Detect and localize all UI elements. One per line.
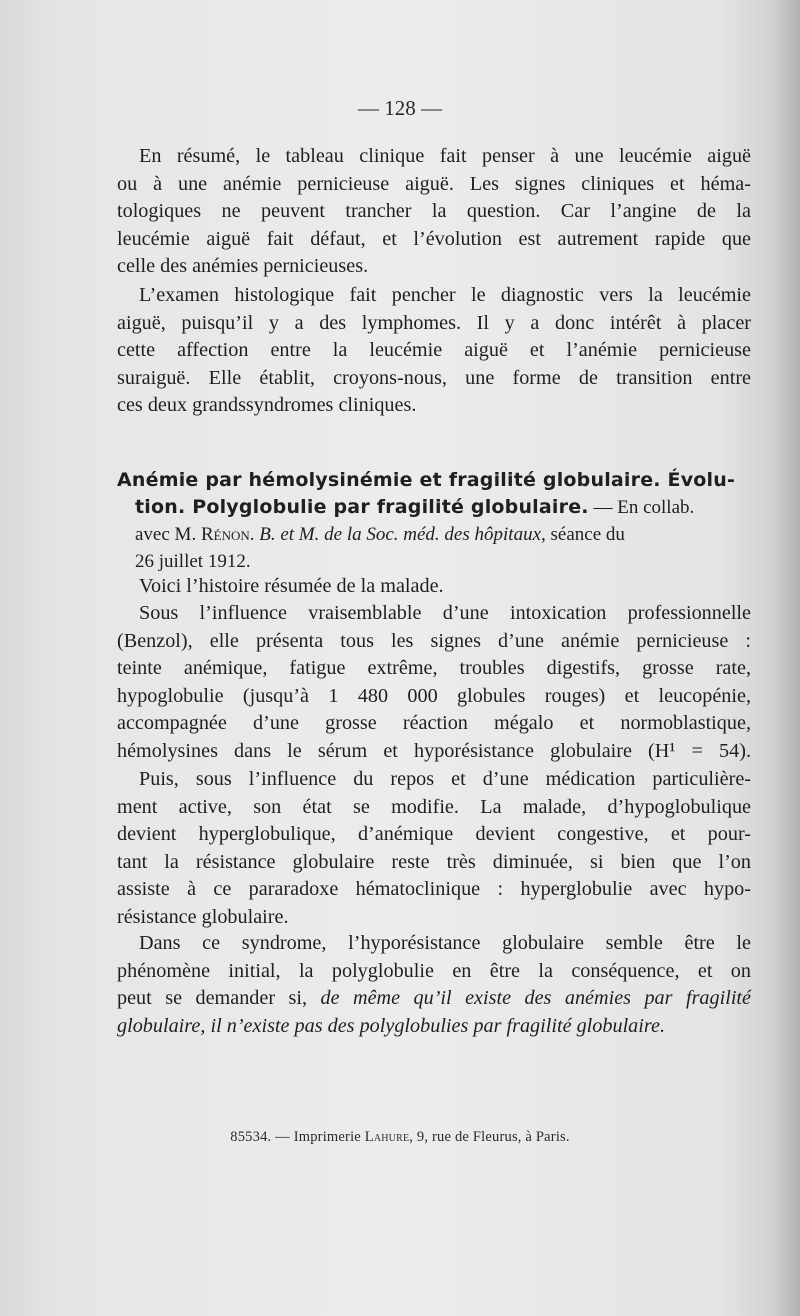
- text-line: phénomène initial, la polyglobulie en être la conséquence, et on: [117, 959, 751, 982]
- paragraph-history: [117, 600, 751, 766]
- text-line: suraiguë. Elle établit, croyons-nous, une forme de transition entre: [117, 366, 751, 389]
- text-line: Puis, sous l’influence du repos et d’une médication particulière-: [139, 768, 751, 790]
- text-line: globulaire, il n’existe pas des polyglobulies par fragilité globulaire.: [117, 1014, 665, 1037]
- paragraph-histology: [117, 282, 751, 420]
- paragraph-conclusion: [117, 930, 751, 1040]
- text-line: devient hyperglobulique, d’anémique devient congestive, et pour-: [117, 823, 751, 846]
- paragraph-summary: [117, 143, 751, 281]
- heading-text: séance du: [545, 524, 625, 545]
- text-line: L’examen histologique fait pencher le diagnostic vers la leucémie: [139, 284, 751, 306]
- paragraph-evolution: [117, 766, 751, 932]
- section-heading: [117, 467, 753, 575]
- text-line: En résumé, le tableau clinique fait penser à une leucémie aiguë: [139, 145, 751, 167]
- text-line: [117, 985, 751, 1013]
- text-line: aiguë, puisqu’il y a des lymphomes. Il y a donc intérêt à placer: [117, 311, 751, 334]
- heading-text: avec M.: [135, 524, 201, 545]
- text-line: résistance globulaire.: [117, 905, 289, 928]
- italic-span: de même qu’il existe des anémies par fragilité: [320, 987, 752, 1010]
- text-line: ces deux grandssyndromes cliniques.: [117, 394, 417, 417]
- text-line: celle des anémies pernicieuses.: [117, 255, 369, 278]
- page-edge-shadow: [772, 0, 800, 1316]
- text-line: ment active, son état se modifie. La malade, d’hypoglobulique: [117, 795, 751, 818]
- heading-title: Anémie par hémolysinémie et fragilité globulaire. Évolu-: [117, 469, 736, 491]
- text-line: teinte anémique, fatigue extrême, troubles digestifs, grosse rate,: [117, 657, 751, 680]
- text-line: Voici l’histoire résumée de la malade.: [139, 575, 444, 597]
- text-span: peut se demander si,: [117, 987, 321, 1010]
- page-number: — 128 —: [358, 96, 442, 120]
- text-line: assiste à ce pararadoxe hématoclinique : hyperglobulie avec hypo-: [117, 878, 751, 901]
- text-line: cette affection entre la leucémie aiguë et l’anémie pernicieuse: [117, 339, 751, 362]
- heading-title-cont: tion. Polyglobulie par fragilité globulaire.: [135, 496, 589, 518]
- author-name: Rénon: [200, 524, 250, 545]
- heading-collab: — En collab.: [588, 497, 695, 518]
- text-line: Sous l’influence vraisemblable d’une intoxication professionnelle: [139, 602, 751, 624]
- imprint-text: — Imprimerie: [271, 1129, 365, 1145]
- text-line: leucémie aiguë fait défaut, et l’évolution est autrement rapide que: [117, 227, 751, 250]
- text-line: tant la résistance globulaire reste très diminuée, si bien que l’on: [117, 850, 751, 873]
- text-line: hypoglobulie (jusqu’à 1 480 000 globules rouges) et leucopénie,: [117, 684, 751, 707]
- heading-line: [117, 494, 753, 521]
- text-line: (Benzol), elle présenta tous les signes d’une anémie pernicieuse :: [117, 629, 751, 652]
- text-line: accompagnée d’une grosse réaction mégalo et normoblastique,: [117, 712, 751, 735]
- heading-date: 26 juillet 1912.: [135, 551, 251, 572]
- text-line: hémolysines dans le sérum et hyporésistance globulaire (H¹ = 54).: [117, 739, 751, 762]
- journal-ref: B. et M. de la Soc. méd. des hôpitaux,: [259, 524, 546, 545]
- imprint-text: , 9, rue de Fleurus, à Paris.: [409, 1129, 570, 1145]
- printer-name: Lahure: [364, 1129, 410, 1145]
- paragraph-intro: [117, 573, 751, 601]
- imprint-number: 85534.: [230, 1129, 272, 1145]
- heading-line: [117, 521, 753, 548]
- text-line: tologiques ne peuvent trancher la question. Car l’angine de la: [117, 200, 751, 223]
- text-line: Dans ce syndrome, l’hyporésistance globulaire semble être le: [139, 932, 751, 954]
- heading-line: [117, 467, 753, 494]
- printer-imprint: [0, 1129, 800, 1146]
- heading-text: .: [249, 524, 260, 545]
- text-line: ou à une anémie pernicieuse aiguë. Les signes cliniques et héma-: [117, 172, 751, 195]
